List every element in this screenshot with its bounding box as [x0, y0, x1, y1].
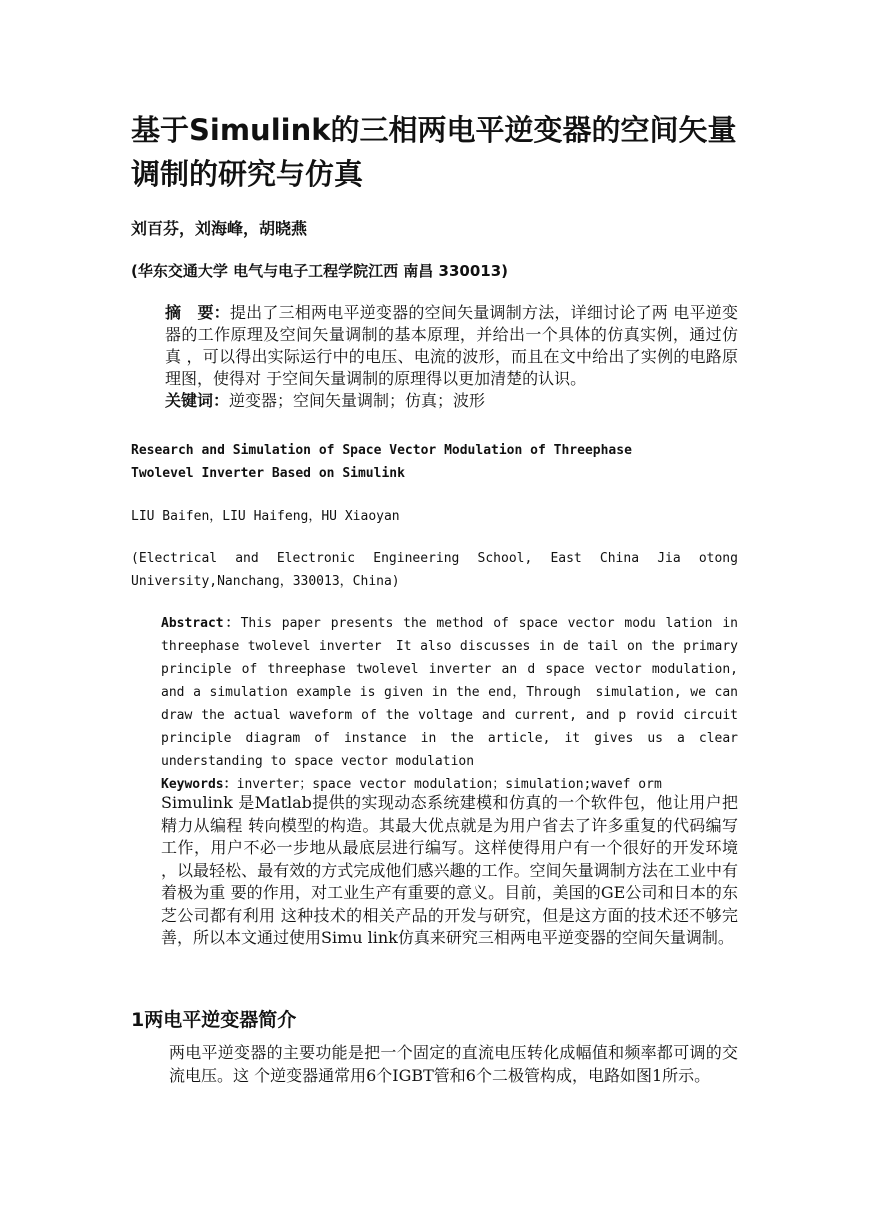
section-1-body: [131, 1042, 738, 1087]
keywords-text: 逆变器；空间矢量调制；仿真；波形: [229, 391, 486, 410]
abstract-text: 提出了三相两电平逆变器的空间矢量调制方法，详细讨论了两 电平逆变器的工作原理及空间矢量调制的基本原理，并给出一个具体的仿真实例，通过仿真 ，可以得出实际运行中的电压、电流的波形，而且在文中给出了实例的电路原理图，使得对 于空间矢量调制的原理得以更加清楚的认识。: [165, 303, 738, 388]
section-heading-1: 1两电平逆变器简介: [131, 1009, 297, 1031]
affil-word: East: [550, 551, 582, 566]
affil-word: otong: [698, 551, 738, 566]
english-authors: LIU Baifen，LIU Haifeng，HU Xiaoyan: [131, 509, 400, 524]
english-abstract: [131, 612, 738, 796]
english-affiliation-line-1: [131, 547, 738, 570]
abstract-chinese: [131, 302, 738, 412]
english-title: [131, 439, 632, 485]
english-affiliation: [131, 547, 738, 593]
abstract-label: 摘 要：: [165, 303, 230, 322]
affil-word: Electronic: [276, 551, 356, 566]
author-list: 刘百芬，刘海峰，胡晓燕: [131, 219, 308, 238]
affiliation: (华东交通大学 电气与电子工程学院江西 南昌 330013): [131, 262, 509, 280]
affil-word: Engineering: [373, 551, 460, 566]
english-keywords-text: inverter；space vector modulation；simulation;wavef orm: [236, 777, 662, 792]
keywords-label: 关键词：: [165, 391, 230, 410]
english-abstract-label: Abstract：: [161, 616, 241, 631]
paper-title: 基于Simulink的三相两电平逆变器的空间矢量调制的研究与仿真: [131, 113, 737, 191]
english-abstract-text: This paper presents the method of space vector modu lation in threephase twolevel inverter It also discusses in de tail on the primary principle of threephase twolevel inverter an d space vector modulation, and a simulation example is given in the end，Through simulation, we can draw the actual waveform of the voltage and current, and p rovid circuit principle diagram of instance in the article, it gives us a clear understanding to space vector modulation: [161, 616, 738, 769]
english-affiliation-line-2: University,Nanchang，330013，China): [131, 574, 400, 589]
affil-word: (Electrical: [131, 551, 218, 566]
affil-word: School,: [477, 551, 533, 566]
english-title-line-1: Research and Simulation of Space Vector Modulation of Threephase: [131, 443, 632, 458]
affil-word: China: [599, 551, 640, 566]
introduction-section: [131, 792, 738, 950]
english-title-line-2: Twolevel Inverter Based on Simulink: [131, 466, 405, 481]
affil-word: Jia: [657, 551, 681, 566]
intro-paragraph: Simulink 是Matlab提供的实现动态系统建模和仿真的一个软件包，他让用户把精力从编程 转向模型的构造。其最大优点就是为用户省去了许多重复的代码编写工作，用户不必一步地从最底层进行编写。这样使得用户有一个很好的开发环境 ，以最轻松、最有效的方式完成他们感兴趣的工作。空间矢量调制方法在工业中有着极为重 要的作用，对工业生产有重要的意义。目前，美国的GE公司和日本的东芝公司都有利用 这种技术的相关产品的开发与研究，但是这方面的技术还不够完善，所以本文通过使用Simu link仿真来研究三相两电平逆变器的空间矢量调制。: [161, 793, 738, 947]
english-keywords-label: Keywords：: [161, 777, 237, 792]
affil-word: and: [235, 551, 259, 566]
section-1-paragraph: 两电平逆变器的主要功能是把一个固定的直流电压转化成幅值和频率都可调的交流电压。这 个逆变器通常用6个IGBT管和6个二极管构成，电路如图1所示。: [169, 1043, 738, 1085]
